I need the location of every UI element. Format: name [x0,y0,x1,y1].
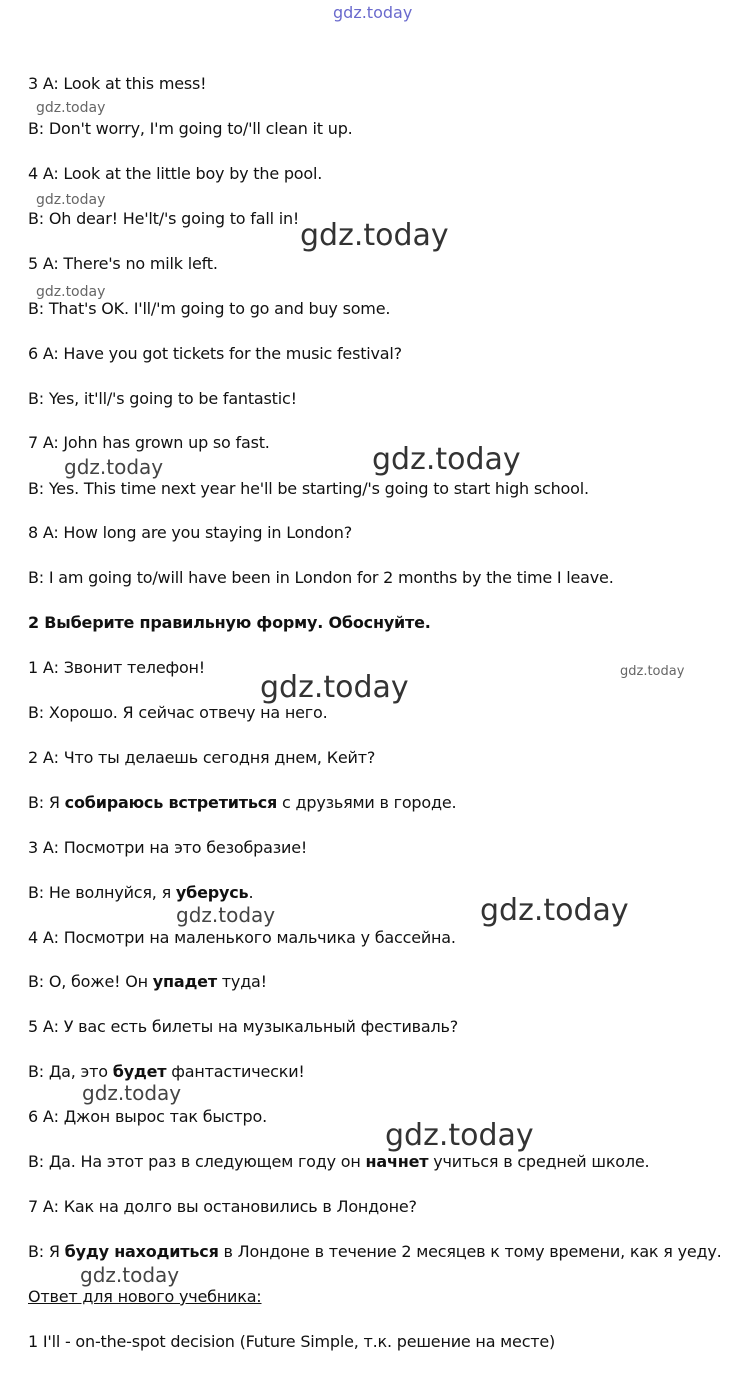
line-text: В: Я [28,793,65,812]
watermark: gdz.today [300,218,449,253]
dialogue-line: 7 A: John has grown up so fast. [28,433,270,452]
dialogue-line: 2 А: Что ты делаешь сегодня днем, Кейт? [28,748,376,767]
dialogue-line: 7 А: Как на долго вы остановились в Лондоне? [28,1197,417,1216]
highlighted-answer: начнет [365,1152,429,1171]
dialogue-line: 6 А: Джон вырос так быстро. [28,1107,267,1126]
line-text: с друзьями в городе. [277,793,457,812]
watermark: gdz.today [385,1118,534,1153]
watermark: gdz.today [36,284,106,300]
dialogue-line: B: I am going to/will have been in London for 2 months by the time I leave. [28,568,614,587]
dialogue-line: 5 A: There's no milk left. [28,254,218,273]
dialogue-line: B: That's OK. I'll/'m going to go and buy some. [28,299,391,318]
section-heading: 2 Выберите правильную форму. Обоснуйте. [28,613,431,632]
watermark: gdz.today [176,903,276,927]
highlighted-answer: уберусь [175,883,249,902]
watermark: gdz.today [36,192,106,208]
new-textbook-label: Ответ для нового учебника: [28,1287,262,1306]
dialogue-line: 8 A: How long are you staying in London? [28,523,352,542]
dialogue-line: 3 А: Посмотри на это безобразие! [28,838,308,857]
answer-line: 1 I'll - on-the-spot decision (Future Simple, т.к. решение на месте) [28,1332,556,1351]
dialogue-line: B: Yes, it'll/'s going to be fantastic! [28,389,297,408]
line-text: туда! [216,972,267,991]
dialogue-line: 3 A: Look at this mess! [28,74,207,93]
watermark: gdz.today [36,100,106,116]
highlighted-answer: собираюсь встретиться [64,793,278,812]
line-text: фантастически! [166,1062,305,1081]
highlighted-answer: буду находиться [64,1242,219,1261]
dialogue-line: 5 А: У вас есть билеты на музыкальный фестиваль? [28,1017,459,1036]
watermark: gdz.today [372,442,521,477]
highlighted-answer: будет [112,1062,167,1081]
dialogue-line: 6 A: Have you got tickets for the music festival? [28,344,402,363]
line-text: В: Я [28,1242,65,1261]
line-text: в Лондоне в течение 2 месяцев к тому времени, как я уеду. [218,1242,722,1261]
highlighted-answer: упадет [152,972,217,991]
dialogue-line [28,793,456,813]
dialogue-line: 4 A: Look at the little boy by the pool. [28,164,323,183]
dialogue-line: 1 А: Звонит телефон! [28,658,206,677]
watermark: gdz.today [64,455,164,479]
dialogue-line [28,972,267,992]
watermark: gdz.today [80,1263,180,1287]
dialogue-line: В: Хорошо. Я сейчас отвечу на него. [28,703,328,722]
line-text: В: Да, это [28,1062,113,1081]
dialogue-line: B: Oh dear! He'lt/'s going to fall in! [28,209,300,228]
watermark: gdz.today [260,670,409,705]
dialogue-line: 4 А: Посмотри на маленького мальчика у бассейна. [28,928,456,947]
dialogue-line: B: Yes. This time next year he'll be starting/'s going to start high school. [28,479,589,498]
dialogue-line [28,1062,305,1082]
dialogue-line [28,1152,649,1172]
watermark: gdz.today [82,1081,182,1105]
watermark: gdz.today [620,664,685,679]
line-text: В: Да. На этот раз в следующем году он [28,1152,366,1171]
line-text: учиться в средней школе. [428,1152,650,1171]
line-text: В: Не волнуйся, я [28,883,176,902]
dialogue-line [28,1242,722,1262]
watermark: gdz.today [480,893,629,928]
dialogue-line: B: Don't worry, I'm going to/'ll clean it up. [28,119,353,138]
dialogue-line [28,883,253,903]
line-text: В: О, боже! Он [28,972,153,991]
line-text: . [248,883,254,902]
watermark: gdz.today [333,3,413,22]
